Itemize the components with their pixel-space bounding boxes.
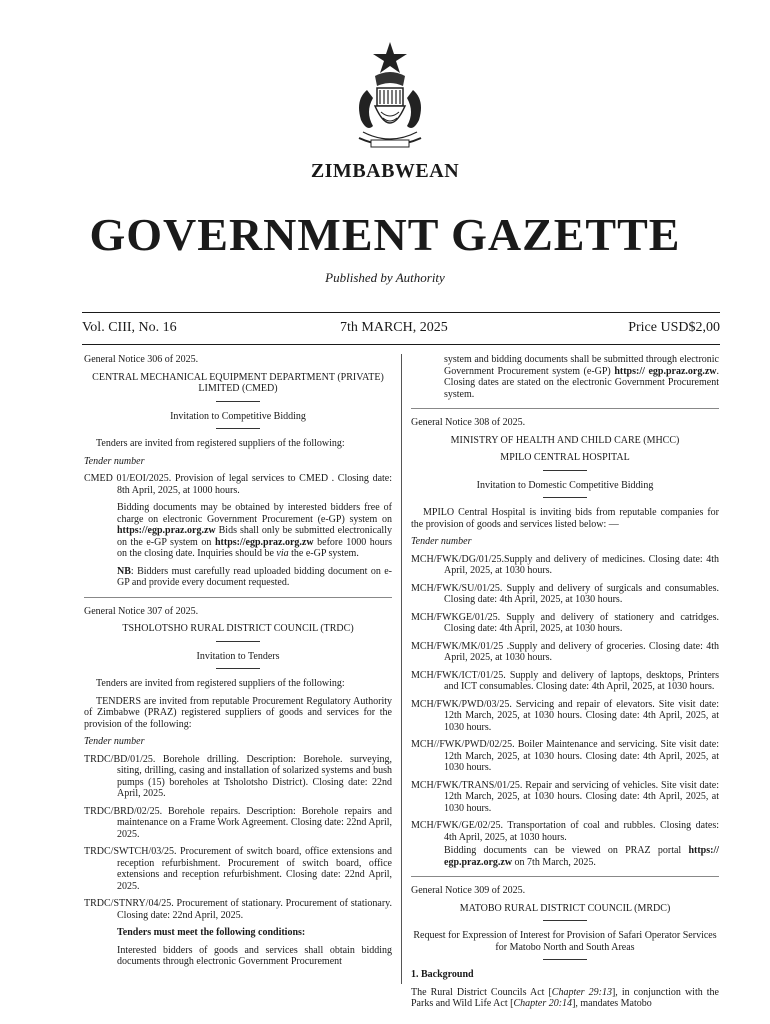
heading-rule [216,668,260,669]
instruction-text: Bids shall only be submitted electronically on the e-GP system on [117,525,392,548]
tender-entry: TRDC/SWTCH/03/25. Procurement of switch board, office extensions and reception refurbishment. Procurement of switch board, office extensions and reception refurbishment. Closing date: 22nd April, 2025. [84,846,392,892]
notice-organisation: MPILO CENTRAL HOSPITAL [500,452,630,463]
background-text-part: ], mandates Matobo [572,998,652,1009]
notice-ministry: MINISTRY OF HEALTH AND CHILD CARE (MHCC) [450,434,680,446]
notice-intro: Tenders are invited from registered suppliers of the following: [96,438,345,449]
tender-entry: TRDC/BD/01/25. Borehole drilling. Description: Borehole. surveying, siting, drilling, casing and installation of solarized systems and bush pumps (15) boreholes at Tsholotsho District). Closing date: 22nd April, 2025. [84,753,392,799]
notice-heading: Invitation to Domestic Competitive Bidding [476,479,654,491]
instruction-text: Bidding documents may be obtained by interested bidders free of charge on electronic Government Procurement (e-GP) system on [117,502,392,525]
notice-number: General Notice 306 of 2025. [84,354,199,365]
issue-price: Price USD$2,00 [628,320,720,335]
egp-link[interactable]: https:// egp.praz.org.zw [444,845,719,868]
via-text: via [276,548,289,559]
notice-number: General Notice 308 of 2025. [411,417,526,428]
instruction-text: before 1000 hours on the closing date. Inquiries should be [117,536,393,559]
background-text-part: ], in conjunction with the Parks and Wild Life Act [ [411,986,719,1009]
heading-rule [543,920,587,921]
tender-entry: MCH/FWK/SU/01/25. Supply and delivery of surgicals and consumables. Closing date: 4th April, 2025, at 1030 hours. [411,582,719,605]
tender-entry: TRDC/STNRY/04/25. Procurement of stationary. Procurement of stationary. Closing date: 22nd April, 2025. [84,898,392,921]
notice-organisation: CENTRAL MECHANICAL EQUIPMENT DEPARTMENT (PRIVATE) LIMITED (CMED) [92,371,384,394]
published-by: Published by Authority [325,270,445,285]
gazette-title: GOVERNMENT GAZETTE [89,209,681,260]
issue-date: 7th MARCH, 2025 [340,320,448,335]
tender-entry: MCH/FWKGE/01/25. Supply and delivery of stationery and catridges. Closing date: 4th April, 2025, at 1030 hours. [411,611,719,634]
heading-rule [543,470,587,471]
heading-rule [216,401,260,402]
instruction-text: the e-GP system. [291,548,359,559]
notice-intro: Tenders are invited from registered suppliers of the following: [96,678,345,689]
notice-heading: Invitation to Competitive Bidding [170,410,306,422]
continued-text [411,354,719,400]
tender-entry: MCH/FWK/ICT/01/25. Supply and delivery of laptops, desktops, Printers and ICT consumables. Closing date: 4th April, 2025, at 1030 hours. [411,669,719,692]
tender-entry: MCH/FWK/PWD/03/25. Servicing and repair of elevators. Site visit date: 12th March, 2025, at 1030 hours. Closing date: 4th April, 2025, at 1030 hours. [411,698,719,733]
portal-date: on 7th March, 2025. [514,856,596,868]
tender-number-label: Tender number [411,536,472,547]
tender-entry: CMED 01/EOI/2025. Provision of legal services to CMED . Closing date: 8th April, 2025, at 1000 hours. [84,473,392,496]
left-column [84,354,392,974]
egp-link[interactable]: https://egp.praz.org.zw [214,536,314,548]
tender-entry: MCH/FWK/GE/02/25. Transportation of coal and rubbles. Closing dates: 4th April, 2025, at 1030 hours. [411,820,719,843]
conditions-heading: Tenders must meet the following conditions: [117,927,306,938]
background-text-part: The Rural District Councils Act [ [411,986,552,998]
notice-number: General Notice 307 of 2025. [84,605,199,617]
continued-text-part: system and bidding documents shall be submitted through electronic Government Procurement system (e-GP) [444,354,719,377]
portal-note [411,845,719,868]
heading-rule [543,497,587,498]
chapter-ref: Chapter 29:13 [551,986,612,998]
tender-number-label: Tender number [84,455,145,467]
conditions-text: Interested bidders of goods and services shall obtain bidding documents through electronic Government Procurement [117,944,392,967]
tender-number-label: Tender number [84,736,145,747]
nb-text: : Bidders must carefully read uploaded bidding document on e-GP and provide every document requested. [117,565,392,588]
egp-link[interactable]: https:// egp.praz.org.zw [614,365,717,377]
masthead-top-rule [82,312,720,313]
tender-entry: MCH/FWK/MK/01/25 .Supply and delivery of groceries. Closing date: 4th April, 2025, at 1030 hours. [411,640,719,663]
nb-label: NB [117,565,131,577]
right-column [411,354,719,1016]
masthead-bottom-rule [82,344,720,345]
tender-entry: MCH/FWK/DG/01/25.Supply and delivery of medicines. Closing date: 4th April, 2025, at 1030 hours. [411,553,719,576]
gazette-country: ZIMBABWEAN [310,160,460,182]
heading-rule [543,959,587,960]
tender-instructions [84,502,392,560]
notice-organisation: MATOBO RURAL DISTRICT COUNCIL (MRDC) [459,902,671,914]
tender-entry: TRDC/BRD/02/25. Borehole repairs. Description: Borehole repairs and maintenance on a Frame Work Agreement. Closing date: 22nd April, 2025. [84,805,392,840]
notice-paragraph: TENDERS are invited from reputable Procurement Regulatory Authority of Zimbabwe (PRAZ) registered suppliers of goods and services for the provision of the following: [84,695,392,730]
portal-text: Bidding documents can be viewed on PRAZ portal [444,845,682,856]
notice-separator [411,876,719,877]
chapter-ref: Chapter 20:14 [513,998,573,1009]
notice-heading: Request for Expression of Interest for Provision of Safari Operator Services for Matobo North and South Areas [413,930,717,953]
egp-link[interactable]: https://egp.praz.org.zw [117,525,216,536]
volume-number: Vol. CIII, No. 16 [82,320,177,335]
notice-separator [84,597,392,598]
notice-intro: MPILO Central Hospital is inviting bids from reputable companies for the provision of goods and services listed below: — [411,507,719,530]
notice-organisation: TSHOLOTSHO RURAL DISTRICT COUNCIL (TRDC) [122,623,354,634]
section-heading: 1. Background [411,969,474,980]
tender-entry: MCH/FWK/TRANS/01/25. Repair and servicing of vehicles. Site visit date: 12th March, 2025, at 1030 hours. Closing date: 4th April, 2025, at 1030 hours. [411,779,719,814]
heading-rule [216,641,260,642]
coat-of-arms-icon [345,40,435,155]
continued-text-part: . Closing dates are stated on the electronic Government Procurement system. [444,365,719,400]
notice-heading: Invitation to Tenders [196,650,280,662]
nb-note [84,566,392,589]
heading-rule [216,428,260,429]
notice-separator [411,408,719,409]
background-text [411,987,719,1010]
notice-number: General Notice 309 of 2025. [411,885,526,896]
tender-entry: MCH//FWK/PWD/02/25. Boiler Maintenance and servicing. Site visit date: 12th March, 2025, at 1030 hours. Closing date: 4th April, 2025, at 1030 hours. [411,739,719,773]
column-divider [401,354,402,984]
